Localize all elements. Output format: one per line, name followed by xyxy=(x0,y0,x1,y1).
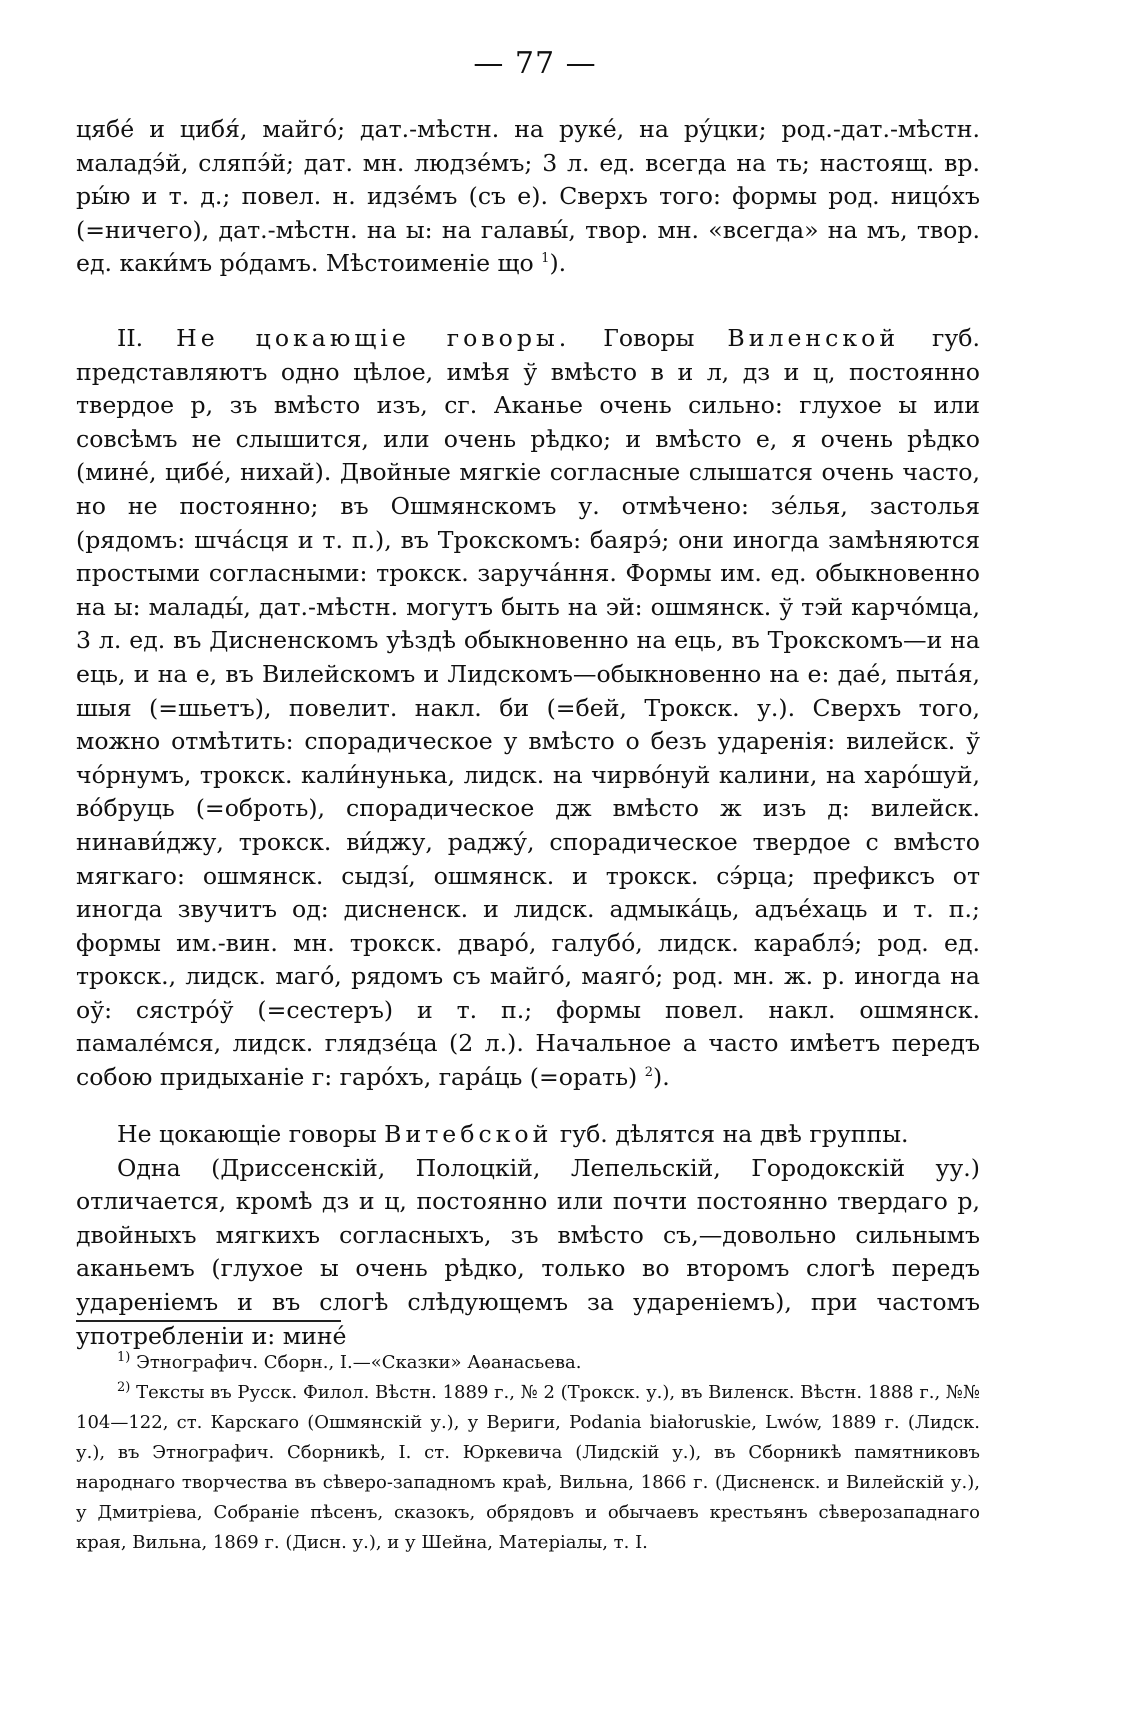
vitebsk-text-b: губ. дѣлятся на двѣ группы. xyxy=(559,1120,909,1148)
footnote-marker-2: 2) xyxy=(117,1380,131,1395)
section-ii-block xyxy=(76,322,980,1095)
footnote-1-text: Этнографич. Сборн., I.—«Сказки» Аѳанасьева. xyxy=(136,1352,582,1373)
continuation-paragraph xyxy=(76,113,980,281)
continuation-text: цябе́ и цибя́, майго́; дат.-мѣстн. на руке́, на ру́цки; род.-дат.-мѣстн. маладэ́й, сляпэ́й; дат. мн. людзе́мъ; 3 л. ед. всегда на ть; настоящ. вр. ры́ю и т. д.; повел. н. идзе́мъ (съ е). Сверхъ того: формы род. ницо́хъ (=ничего), дат.-мѣстн. на ы: на галавы́, твор. мн. «всегда» на мъ, твор. ед. каки́мъ ро́дамъ. Мѣстоименіе що xyxy=(76,115,980,278)
page-number: — 77 — xyxy=(473,46,597,81)
footnote-ref-1: 1 xyxy=(541,251,550,267)
section-ii-paragraph xyxy=(76,322,980,1095)
section-ii-text-b: губ. представляютъ одно цѣлое, имѣя ў вмѣсто в и л, дз и ц, постоянно твердое р, зъ вмѣсто изъ, сг. Аканье очень сильно: глухое ы или совсѣмъ не слышится, или очень рѣдко; и вмѣсто е, я очень рѣдко (мине́, цибе́, нихай). Двойные мягкіе согласные слышатся очень часто, но не постоянно; въ Ошмянскомъ у. отмѣчено: зе́лья, застолья (рядомъ: шча́сця и т. п.), въ Трокскомъ: баярэ́; они иногда замѣняются простыми согласными: трокск. заруча́ння. Формы им. ед. обыкновенно на ы: малады́, дат.-мѣстн. могутъ быть на эй: ошмянск. ў тэй карчо́мца, 3 л. ед. въ Дисненскомъ уѣздѣ обыкновенно на ець, въ Трокскомъ—и на ець, и на е, въ Вилейскомъ и Лидскомъ—обыкновенно на е: дае́, пыта́я, шыя (=шьетъ), повелит. накл. би (=бей, Трокск. у.). Сверхъ того, можно отмѣтить: спорадическое у вмѣсто о безъ ударенія: вилейск. ў чо́рнумъ, трокск. кали́нунька, лидск. на чирво́нуй калини, на харо́шуй, во́бруць (=оброть), спорадическое дж вмѣсто ж изъ д: вилейск. нинави́джу, трокск. ви́джу, раджу́, спорадическое твердое с вмѣсто мягкаго: ошмянск. сыдзі́, ошмянск. и трокск. сэ́рца; префиксъ от иногда звучитъ од: дисненск. и лидск. адмыка́ць, адъе́хаць и т. п.; формы им.-вин. мн. трокск. дваро́, галубо́, лидск. караблэ́; род. ед. трокск., лидск. маго́, рядомъ съ майго́, маяго́; род. мн. ж. р. иногда на оў: сястро́ў (=сестеръ) и т. п.; формы повел. накл. ошмянск. памале́мся, лидск. глядзе́ца (2 л.). Начальное а часто имѣетъ передъ собою придыханіе г: гаро́хъ, гара́ць (=орать) xyxy=(76,324,980,1092)
spaced-word-vitebsk: Витебской xyxy=(384,1120,553,1148)
footnote-2 xyxy=(76,1378,980,1558)
footnote-marker-1: 1) xyxy=(117,1350,131,1365)
section-ii-text-a: Говоры xyxy=(603,324,695,352)
footnote-1 xyxy=(76,1348,980,1378)
footnotes xyxy=(76,1348,980,1558)
footnote-ref-2: 2 xyxy=(644,1065,654,1081)
end-paren-2: ). xyxy=(653,1063,670,1092)
footnote-divider xyxy=(76,1320,341,1322)
footnote-2-text: Тексты въ Русск. Филол. Вѣстн. 1889 г., № 2 (Трокск. у.), въ Виленск. Вѣстн. 1888 г., №№ 104—122, ст. Карскаго (Ошмянскій у.), у Вериги, Podania białoruskie, Lwów, 1889 г. (Лидск. у.), въ Этнографич. Сборникѣ, I. ст. Юркевича (Лидскій у.), въ Сборникѣ памятниковъ народнаго творчества въ сѣверо-западномъ краѣ, Вильна, 1866 г. (Дисненск. и Вилейскій у.), у Дмитріева, Собраніе пѣсенъ, сказокъ, обрядовъ и обычаевъ крестьянъ сѣверозападнаго края, Вильна, 1869 г. (Дисн. у.), и у Шейна, Матеріалы, т. I. xyxy=(76,1382,980,1553)
section-number: II. xyxy=(117,324,144,352)
section-vitebsk-block xyxy=(76,1118,980,1353)
vitebsk-groups-paragraph: Одна (Дриссенскій, Полоцкій, Лепельскій, Городокскій уу.) отличается, кромѣ дз и ц, постоянно или почти постоянно твердаго р, двойныхъ мягкихъ согласныхъ, зъ вмѣсто съ,—довольно сильнымъ аканьемъ (глухое ы очень рѣдко, только во второмъ слогѣ передъ удареніемъ и въ слогѣ слѣдующемъ за удареніемъ), при частомъ употребленіи и: мине́ xyxy=(76,1153,980,1350)
vitebsk-intro-paragraph xyxy=(76,1118,980,1152)
continuation-block xyxy=(76,113,980,281)
vitebsk-text-a: Не цокающіе говоры xyxy=(117,1120,377,1148)
spaced-word-vilna: Виленской xyxy=(727,324,900,352)
section-heading: Не цокающіе говоры. xyxy=(176,324,571,352)
end-paren: ). xyxy=(549,249,567,278)
